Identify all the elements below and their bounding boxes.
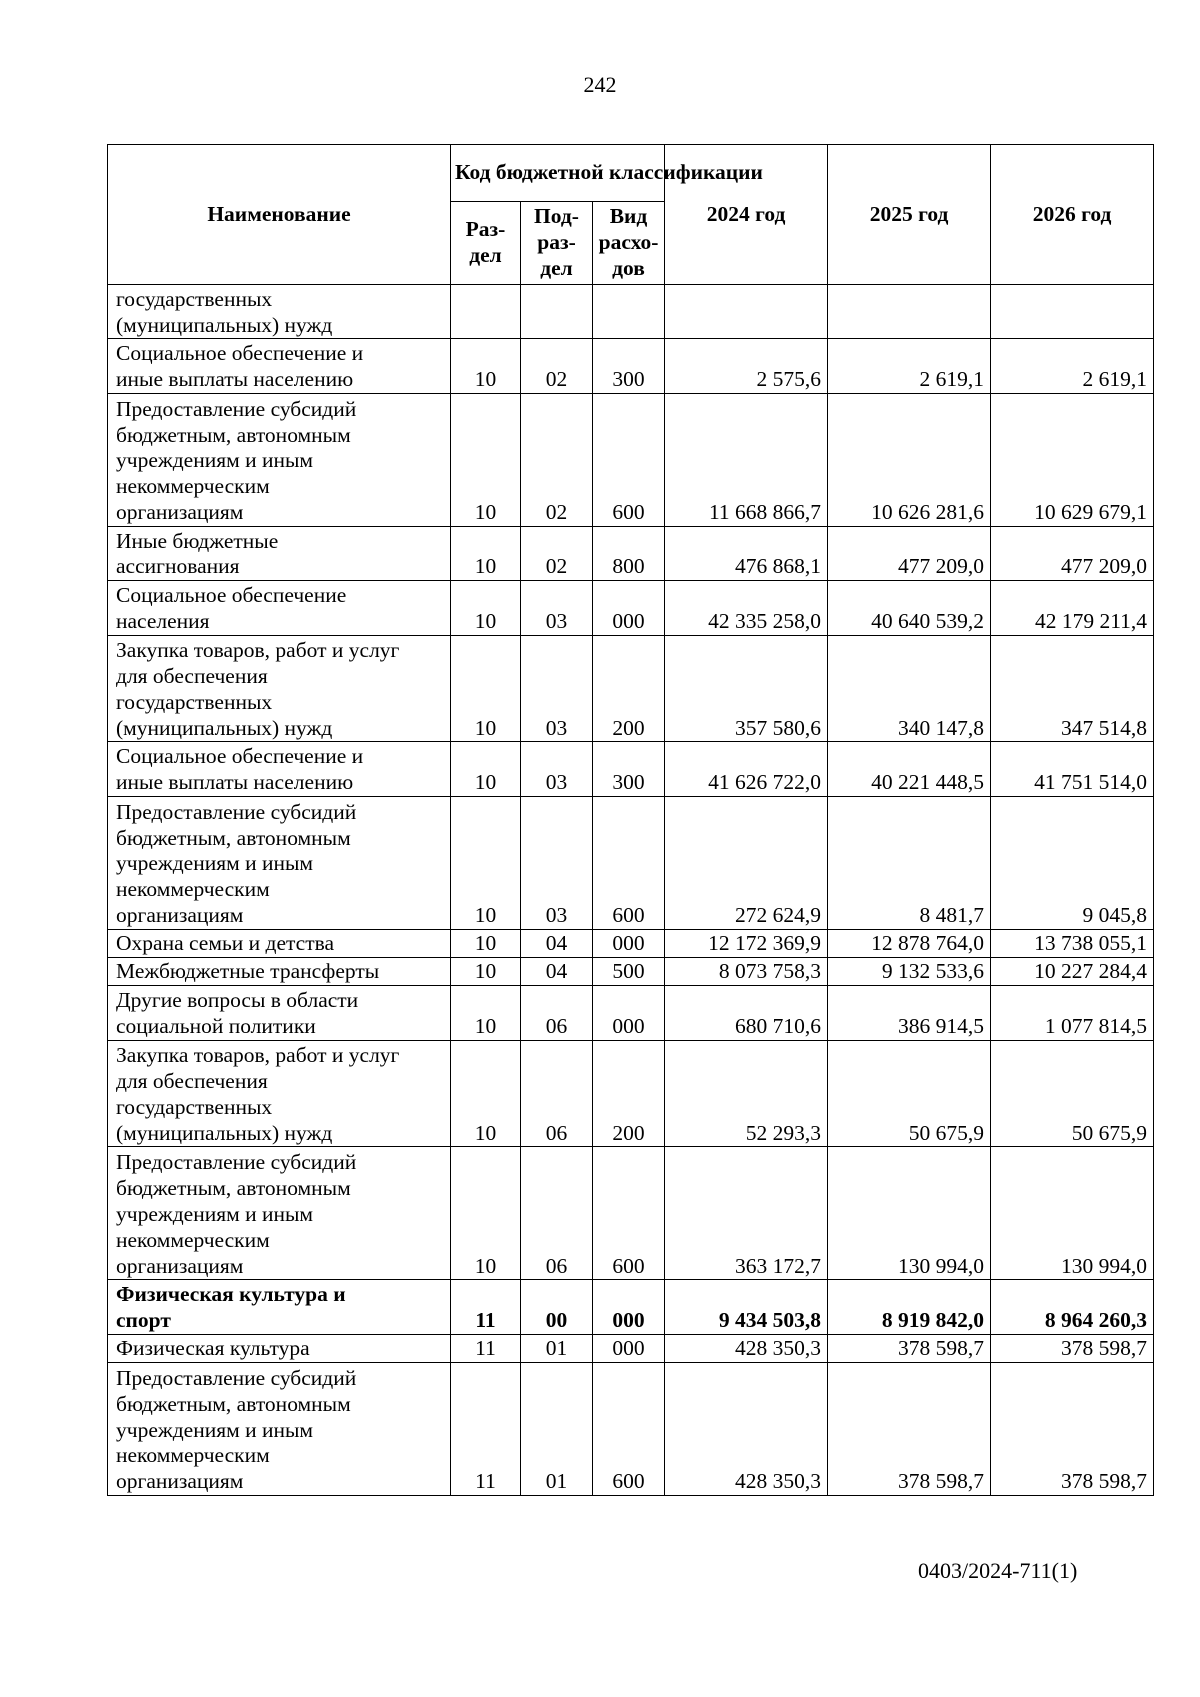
row-value-2026 [991, 285, 1154, 339]
row-value-2024: 428 350,3 [665, 1362, 828, 1495]
header-code-group: Код бюджетной классификации [451, 145, 665, 202]
row-value-2026: 8 964 260,3 [991, 1280, 1154, 1334]
row-vid: 800 [593, 526, 665, 580]
row-razdel: 10 [451, 742, 521, 796]
row-razdel: 11 [451, 1362, 521, 1495]
row-value-2026: 9 045,8 [991, 796, 1154, 929]
row-value-2025: 12 878 764,0 [828, 929, 991, 957]
table-row [108, 1147, 1154, 1280]
row-value-2024: 2 575,6 [665, 339, 828, 393]
row-podrazdel: 03 [521, 581, 593, 635]
row-value-2026: 347 514,8 [991, 635, 1154, 742]
row-value-2024: 12 172 369,9 [665, 929, 828, 957]
row-vid: 600 [593, 796, 665, 929]
row-value-2025: 130 994,0 [828, 1147, 991, 1280]
row-vid: 000 [593, 581, 665, 635]
row-vid: 600 [593, 1362, 665, 1495]
row-value-2026: 42 179 211,4 [991, 581, 1154, 635]
row-value-2025: 40 221 448,5 [828, 742, 991, 796]
row-razdel: 10 [451, 957, 521, 985]
row-podrazdel: 02 [521, 339, 593, 393]
row-podrazdel: 03 [521, 635, 593, 742]
row-value-2025: 50 675,9 [828, 1040, 991, 1147]
row-razdel: 10 [451, 635, 521, 742]
table-row [108, 986, 1154, 1040]
row-name: Межбюджетные трансферты [108, 957, 451, 985]
table-row [108, 1280, 1154, 1334]
row-vid: 000 [593, 986, 665, 1040]
row-razdel: 10 [451, 929, 521, 957]
page-number: 242 [583, 72, 617, 97]
row-podrazdel: 02 [521, 393, 593, 526]
row-razdel: 11 [451, 1280, 521, 1334]
row-vid [593, 285, 665, 339]
row-razdel: 10 [451, 339, 521, 393]
row-razdel: 10 [451, 1147, 521, 1280]
row-name: Закупка товаров, работ и услуг для обеспечения государственных (муниципальных) нужд [108, 1040, 451, 1147]
row-name: Физическая культура [108, 1334, 451, 1362]
row-value-2026: 130 994,0 [991, 1147, 1154, 1280]
row-value-2024: 42 335 258,0 [665, 581, 828, 635]
row-value-2025: 8 919 842,0 [828, 1280, 991, 1334]
row-value-2025: 340 147,8 [828, 635, 991, 742]
row-razdel: 10 [451, 1040, 521, 1147]
row-name: Предоставление субсидий бюджетным, автономным учреждениям и иным некоммерческим организациям [108, 796, 451, 929]
document-code: 0403/2024-711(1) [918, 1558, 1078, 1583]
row-podrazdel: 06 [521, 986, 593, 1040]
row-value-2025: 386 914,5 [828, 986, 991, 1040]
row-podrazdel: 04 [521, 929, 593, 957]
row-value-2024: 52 293,3 [665, 1040, 828, 1147]
row-podrazdel [521, 285, 593, 339]
row-value-2024: 272 624,9 [665, 796, 828, 929]
row-value-2024: 363 172,7 [665, 1147, 828, 1280]
table-row [108, 929, 1154, 957]
table-row [108, 1362, 1154, 1495]
row-value-2024: 9 434 503,8 [665, 1280, 828, 1334]
row-value-2025: 378 598,7 [828, 1362, 991, 1495]
row-podrazdel: 02 [521, 526, 593, 580]
row-razdel: 10 [451, 526, 521, 580]
row-vid: 200 [593, 635, 665, 742]
table-row [108, 742, 1154, 796]
row-value-2024: 357 580,6 [665, 635, 828, 742]
row-value-2025: 2 619,1 [828, 339, 991, 393]
row-podrazdel: 00 [521, 1280, 593, 1334]
row-razdel: 10 [451, 393, 521, 526]
row-vid: 300 [593, 742, 665, 796]
row-name: Социальное обеспечение и иные выплаты населению [108, 742, 451, 796]
row-value-2026: 378 598,7 [991, 1362, 1154, 1495]
row-name: государственных (муниципальных) нужд [108, 285, 451, 339]
row-vid: 300 [593, 339, 665, 393]
row-value-2026: 2 619,1 [991, 339, 1154, 393]
table-body [108, 285, 1154, 1496]
row-vid: 600 [593, 393, 665, 526]
row-razdel: 10 [451, 581, 521, 635]
table-row [108, 393, 1154, 526]
row-razdel [451, 285, 521, 339]
table-row [108, 339, 1154, 393]
table-row [108, 285, 1154, 339]
row-value-2026: 50 675,9 [991, 1040, 1154, 1147]
row-value-2025 [828, 285, 991, 339]
row-value-2026: 1 077 814,5 [991, 986, 1154, 1040]
row-razdel: 10 [451, 796, 521, 929]
row-name: Другие вопросы в области социальной политики [108, 986, 451, 1040]
table-row [108, 526, 1154, 580]
row-value-2024: 428 350,3 [665, 1334, 828, 1362]
table-row [108, 581, 1154, 635]
row-podrazdel: 03 [521, 742, 593, 796]
row-value-2025: 40 640 539,2 [828, 581, 991, 635]
row-razdel: 10 [451, 986, 521, 1040]
row-vid: 000 [593, 1334, 665, 1362]
row-name: Закупка товаров, работ и услуг для обеспечения государственных (муниципальных) нужд [108, 635, 451, 742]
row-name: Физическая культура и спорт [108, 1280, 451, 1334]
row-vid: 500 [593, 957, 665, 985]
row-value-2026: 10 227 284,4 [991, 957, 1154, 985]
row-value-2024: 680 710,6 [665, 986, 828, 1040]
row-value-2024: 476 868,1 [665, 526, 828, 580]
row-podrazdel: 03 [521, 796, 593, 929]
header-year-2026: 2026 год [991, 145, 1154, 285]
row-name: Предоставление субсидий бюджетным, автономным учреждениям и иным некоммерческим организациям [108, 1362, 451, 1495]
row-vid: 200 [593, 1040, 665, 1147]
row-podrazdel: 06 [521, 1147, 593, 1280]
table-row [108, 957, 1154, 985]
row-vid: 000 [593, 929, 665, 957]
row-value-2026: 477 209,0 [991, 526, 1154, 580]
header-podrazdel: Под- раз- дел [521, 202, 593, 285]
row-podrazdel: 06 [521, 1040, 593, 1147]
row-name: Социальное обеспечение и иные выплаты населению [108, 339, 451, 393]
row-value-2024 [665, 285, 828, 339]
row-value-2024: 11 668 866,7 [665, 393, 828, 526]
row-value-2025: 8 481,7 [828, 796, 991, 929]
row-value-2025: 477 209,0 [828, 526, 991, 580]
header-razdel: Раз- дел [451, 202, 521, 285]
header-vid: Вид расхо- дов [593, 202, 665, 285]
table-row [108, 635, 1154, 742]
header-year-2024: 2024 год [665, 145, 828, 285]
row-value-2026: 378 598,7 [991, 1334, 1154, 1362]
row-name: Иные бюджетные ассигнования [108, 526, 451, 580]
row-podrazdel: 04 [521, 957, 593, 985]
row-name: Предоставление субсидий бюджетным, автономным учреждениям и иным некоммерческим организациям [108, 393, 451, 526]
row-value-2026: 41 751 514,0 [991, 742, 1154, 796]
row-podrazdel: 01 [521, 1362, 593, 1495]
row-name: Предоставление субсидий бюджетным, автономным учреждениям и иным некоммерческим организациям [108, 1147, 451, 1280]
table-row [108, 796, 1154, 929]
header-name: Наименование [108, 145, 451, 285]
table-row [108, 1040, 1154, 1147]
row-value-2025: 10 626 281,6 [828, 393, 991, 526]
row-name: Охрана семьи и детства [108, 929, 451, 957]
row-value-2026: 13 738 055,1 [991, 929, 1154, 957]
row-razdel: 11 [451, 1334, 521, 1362]
row-podrazdel: 01 [521, 1334, 593, 1362]
table-row [108, 1334, 1154, 1362]
header-year-2025: 2025 год [828, 145, 991, 285]
budget-table [107, 144, 1154, 1496]
row-vid: 600 [593, 1147, 665, 1280]
row-value-2025: 9 132 533,6 [828, 957, 991, 985]
row-value-2025: 378 598,7 [828, 1334, 991, 1362]
row-name: Социальное обеспечение населения [108, 581, 451, 635]
row-vid: 000 [593, 1280, 665, 1334]
row-value-2024: 8 073 758,3 [665, 957, 828, 985]
row-value-2026: 10 629 679,1 [991, 393, 1154, 526]
row-value-2024: 41 626 722,0 [665, 742, 828, 796]
